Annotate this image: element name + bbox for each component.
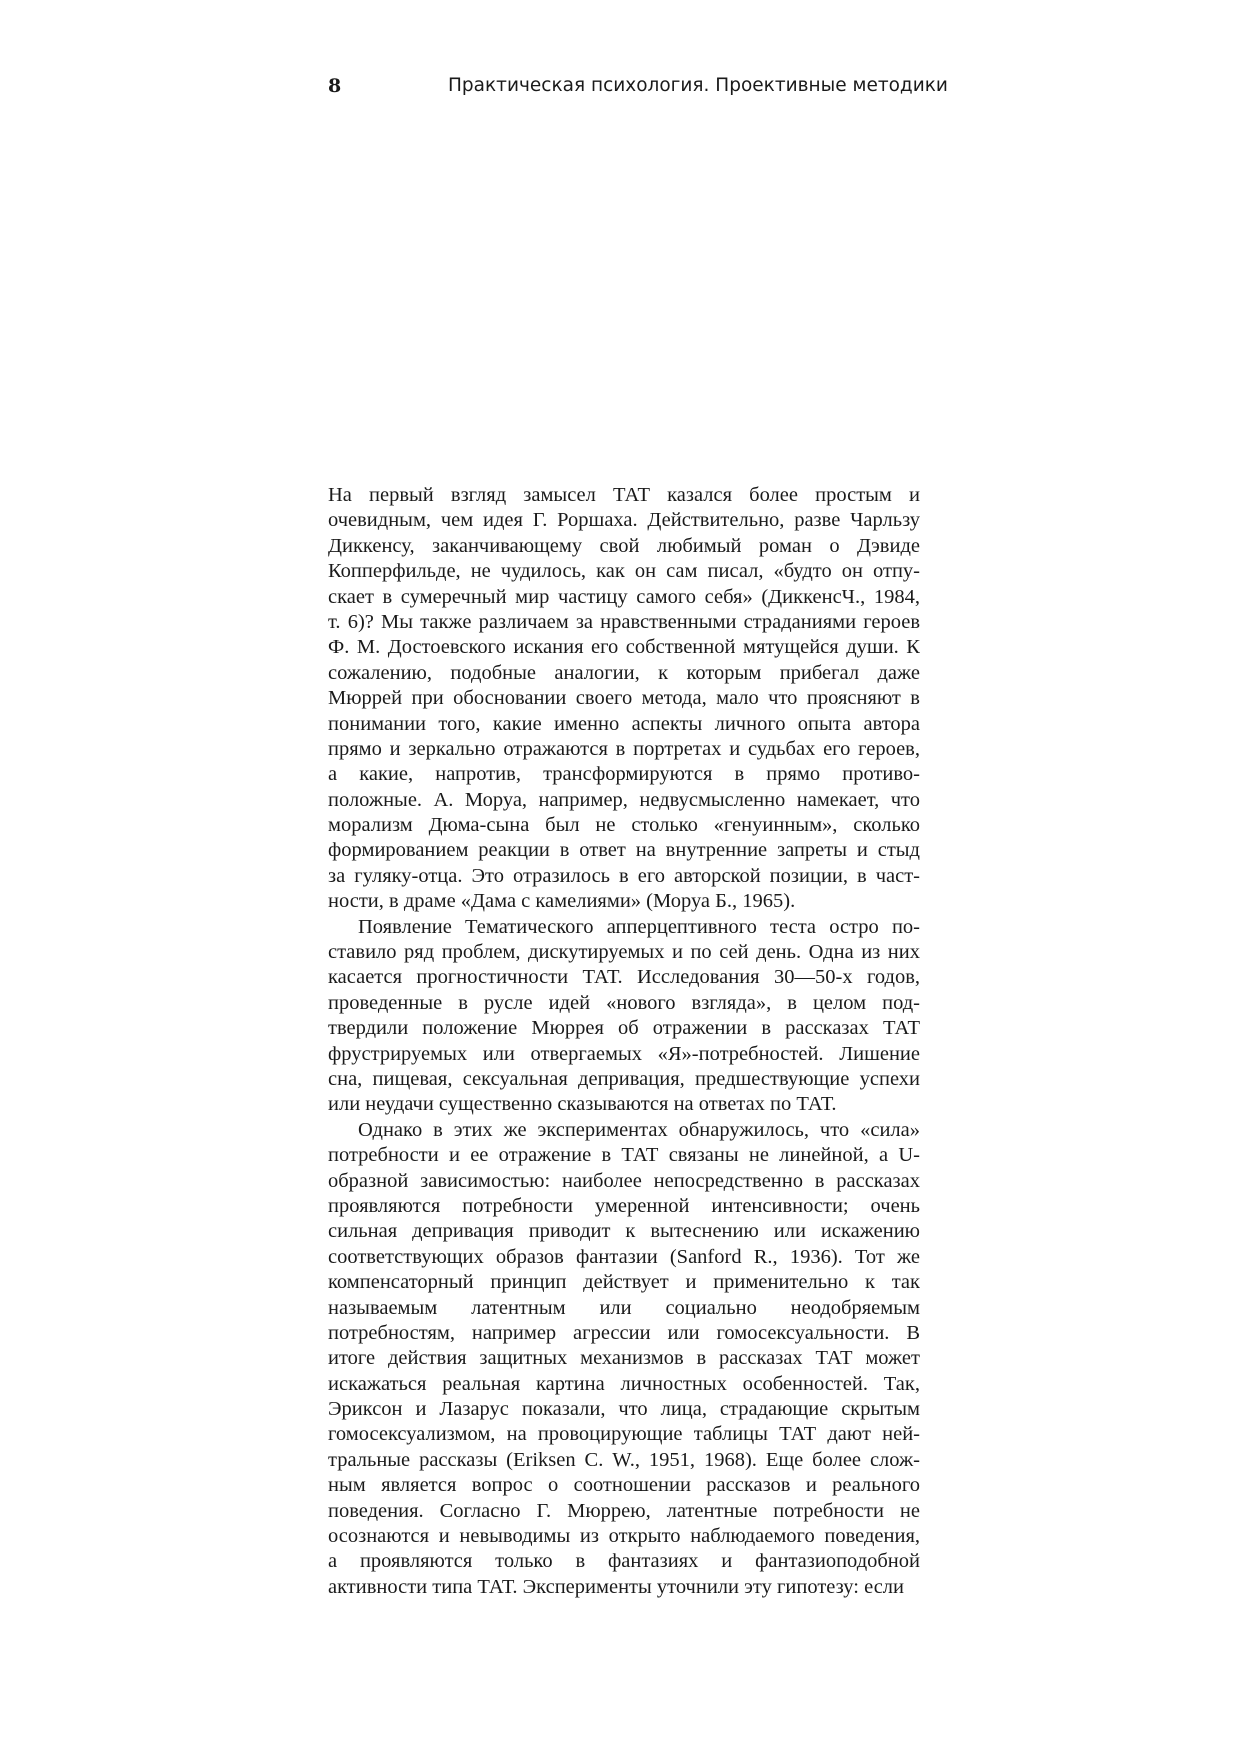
text-line: твердили положение Мюррея об отражении в рассказах ТАТ [328, 1017, 920, 1040]
text-line: соответствующих образов фантазии (Sanford R., 1936). Тот же [328, 1245, 920, 1268]
text-line: понимании того, какие именно аспекты личного опыта автора [328, 712, 920, 735]
paragraph-3 [328, 1118, 920, 1600]
text-line: проявляются потребности умеренной интенсивности; очень [328, 1194, 920, 1217]
text-line: Мюррей при обосновании своего метода, мало что проясняют в [328, 687, 920, 710]
text-line: морализм Дюма-сына был не столько «генуинным», сколько [328, 814, 920, 837]
text-line: формированием реакции в ответ на внутренние запреты и стыд [328, 839, 920, 862]
text-line: касается прогностичности ТАТ. Исследования 30—50-х годов, [328, 966, 920, 989]
text-line: итоге действия защитных механизмов в рассказах ТАТ может [328, 1347, 920, 1370]
text-line: потребностям, например агрессии или гомосексуальности. В [328, 1321, 920, 1344]
text-line: гомосексуализмом, на провоцирующие таблицы ТАТ дают ней- [328, 1423, 920, 1446]
paragraph-2 [328, 915, 920, 1118]
text-line: а проявляются только в фантазиях и фантазиоподобной [328, 1550, 920, 1573]
text-line: очевидным, чем идея Г. Роршаха. Действительно, разве Чарльзу [328, 509, 920, 532]
body-text [328, 483, 920, 1600]
text-line: поведения. Согласно Г. Мюррею, латентные потребности не [328, 1499, 920, 1522]
text-line: называемым латентным или социально неодобряемым [328, 1296, 920, 1319]
text-line: прямо и зеркально отражаются в портретах и судьбах его героев, [328, 737, 920, 760]
text-line: компенсаторный принцип действует и применительно к так [328, 1271, 920, 1294]
book-title: Практическая психология. Проективные методики [448, 75, 948, 96]
text-line: сна, пищевая, сексуальная депривация, предшествующие успехи [328, 1067, 920, 1090]
text-line: активности типа ТАТ. Эксперименты уточнили эту гипотезу: если [328, 1575, 905, 1598]
running-header [328, 72, 948, 100]
paragraph-1 [328, 483, 920, 915]
text-line: искажаться реальная картина личностных особенностей. Так, [328, 1372, 920, 1395]
text-line: или неудачи существенно сказываются на ответах по ТАТ. [328, 1093, 837, 1116]
page-number: 8 [328, 75, 342, 97]
text-line: скает в сумеречный мир частицу самого себя» (ДиккенсЧ., 1984, [328, 585, 920, 608]
text-line: проведенные в русле идей «нового взгляда», в целом под- [328, 991, 920, 1014]
text-line: ным является вопрос о соотношении рассказов и реального [328, 1474, 920, 1497]
text-line: Диккенсу, заканчивающему свой любимый роман о Дэвиде [328, 534, 920, 557]
text-line: за гуляку-отца. Это отразилось в его авторской позиции, в част- [328, 864, 920, 887]
text-line: ности, в драме «Дама с камелиями» (Моруа Б., 1965). [328, 890, 796, 913]
text-line: а какие, напротив, трансформируются в прямо противо- [328, 763, 920, 786]
text-line: Появление Тематического апперцептивного теста остро по- [358, 915, 920, 938]
text-line: образной зависимостью: наиболее непосредственно в рассказах [328, 1169, 920, 1192]
text-line: На первый взгляд замысел ТАТ казался более простым и [328, 484, 920, 506]
text-line: положные. А. Моруа, например, недвусмысленно намекает, что [328, 788, 920, 811]
text-line: сильная депривация приводит к вытеснению или искажению [328, 1220, 920, 1243]
text-line: т. 6)? Мы также различаем за нравственными страданиями героев [328, 610, 920, 633]
text-line: осознаются и невыводимы из открыто наблюдаемого поведения, [328, 1525, 920, 1548]
text-line: тральные рассказы (Eriksen С. W., 1951, 1968). Еще более слож- [328, 1448, 920, 1471]
text-line: Ф. М. Достоевского искания его собственной мятущейся души. К [328, 636, 920, 659]
text-line: Однако в этих же экспериментах обнаружилось, что «сила» [358, 1118, 920, 1141]
text-line: потребности и ее отражение в ТАТ связаны не линейной, а U- [328, 1144, 920, 1167]
text-line: фрустрируемых или отвергаемых «Я»-потребностей. Лишение [328, 1042, 920, 1065]
text-line: сожалению, подобные аналогии, к которым прибегал даже [328, 661, 920, 684]
text-line: Эриксон и Лазарус показали, что лица, страдающие скрытым [328, 1398, 920, 1421]
text-line: Копперфильде, не чудилось, как он сам писал, «будто он отпу- [328, 560, 920, 583]
text-line: ставило ряд проблем, дискутируемых и по сей день. Одна из них [328, 941, 920, 964]
